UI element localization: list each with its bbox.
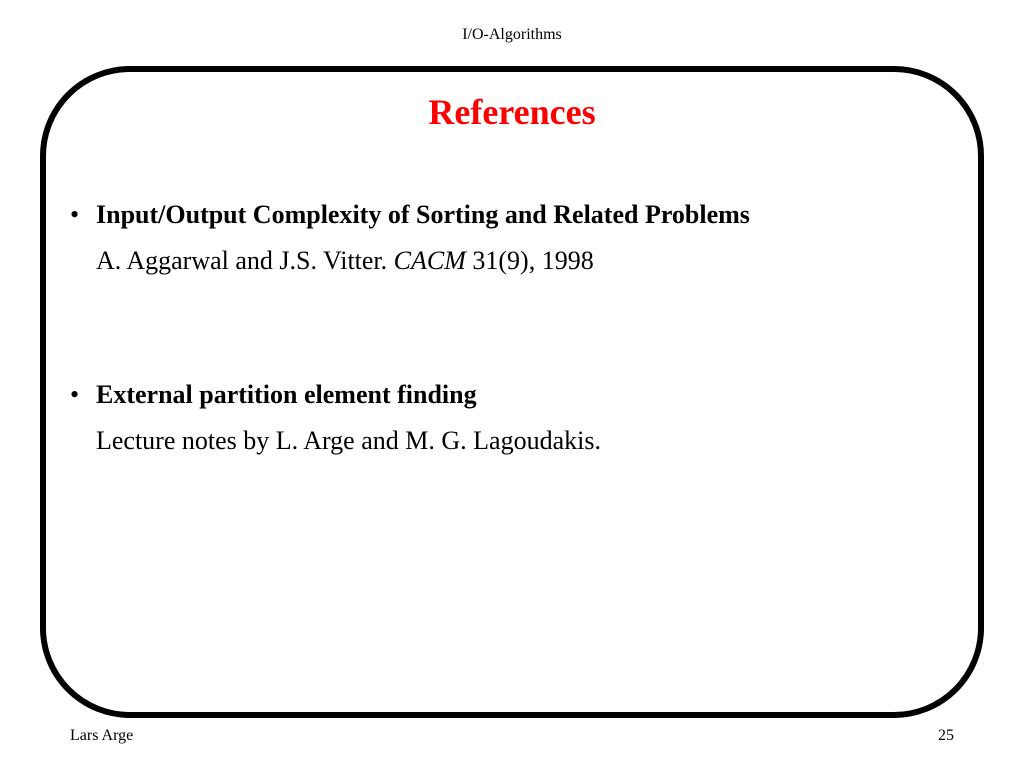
slide-title: References: [428, 92, 596, 132]
reference-title: Input/Output Complexity of Sorting and Related Problems: [96, 200, 750, 229]
bullet-icon: •: [70, 200, 80, 229]
reference-note: Lecture notes by L. Arge and M. G. Lagoudakis.: [96, 426, 601, 455]
page-number: 25: [938, 727, 954, 744]
reference-volume-year: 31(9), 1998: [472, 246, 594, 275]
slide-header: I/O-Algorithms: [462, 26, 562, 43]
reference-title: External partition element finding: [96, 380, 477, 409]
reference-journal: CACM: [393, 246, 466, 275]
reference-title-line: [70, 377, 950, 413]
reference-citation: [70, 243, 950, 279]
reference-item-2: [70, 377, 950, 459]
footer-author: Lars Arge: [70, 727, 134, 744]
reference-item-1: [70, 197, 950, 279]
reference-title-line: [70, 197, 950, 233]
reference-authors: A. Aggarwal and J.S. Vitter.: [96, 246, 388, 275]
bullet-icon: •: [70, 380, 80, 409]
